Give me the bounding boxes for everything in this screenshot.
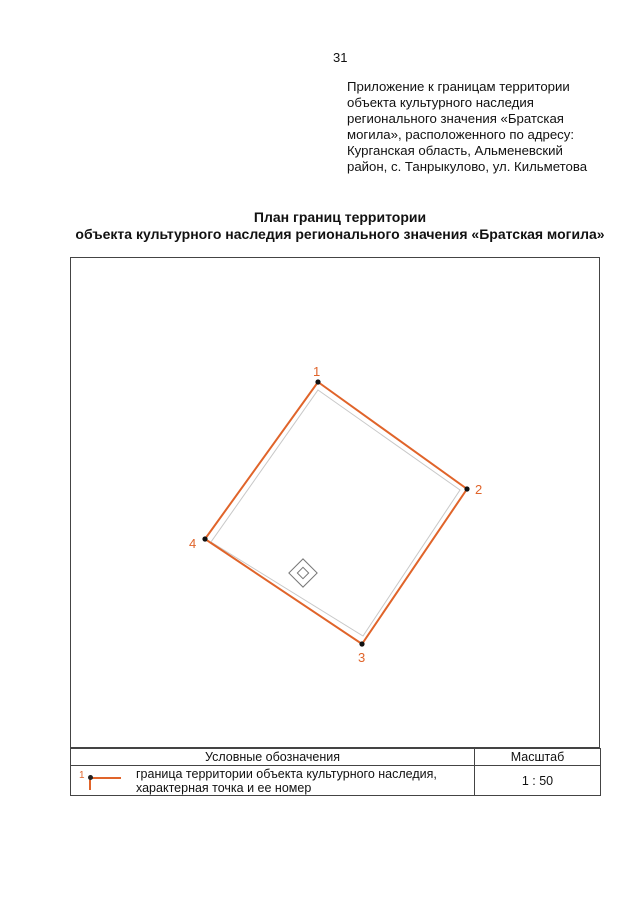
appendix-line: объекта культурного наследия (347, 95, 534, 110)
point-label-1: 1 (313, 364, 321, 379)
boundary-point-1 (315, 379, 320, 384)
monument-outer (289, 559, 317, 587)
legend-entry (71, 766, 475, 796)
boundary-point-4 (202, 536, 207, 541)
plan-title-line1: План границ территории (253, 209, 427, 225)
legend-description (136, 766, 466, 795)
appendix-note (347, 79, 615, 175)
territory-boundary (205, 382, 467, 644)
map-frame (70, 257, 600, 748)
page-number: 31 (333, 50, 348, 65)
inner-outline (211, 390, 460, 636)
appendix-line: Курганская область, Альменевский (347, 143, 563, 158)
appendix-line: могила», расположенного по адресу: (347, 127, 575, 142)
point-label-2: 2 (475, 482, 483, 497)
legend-symbol-number: 1 (79, 770, 85, 781)
boundary-point-2 (464, 486, 469, 491)
plan-title-line2: объекта культурного наследия регионального значения «Братская могила» (75, 226, 605, 242)
boundary-plan (71, 258, 601, 749)
monument-inner (297, 567, 308, 578)
point-label-4: 4 (189, 536, 197, 551)
appendix-line: район, с. Танрыкулово, ул. Кильметова (347, 159, 588, 174)
boundary-point-3 (359, 641, 364, 646)
boundary-line-icon (79, 772, 123, 792)
scale-header: Масштаб (475, 749, 601, 766)
scale-value: 1 : 50 (475, 766, 601, 796)
legend-description-line1: граница территории объекта культурного наследия, (136, 767, 437, 781)
legend-header: Условные обозначения (71, 749, 475, 766)
plan-title (40, 209, 640, 243)
legend-description-line2: характерная точка и ее номер (136, 781, 312, 795)
point-label-3: 3 (358, 650, 366, 665)
appendix-line: Приложение к границам территории (347, 79, 570, 94)
appendix-line: регионального значения «Братская (347, 111, 564, 126)
legend-table (70, 748, 601, 796)
